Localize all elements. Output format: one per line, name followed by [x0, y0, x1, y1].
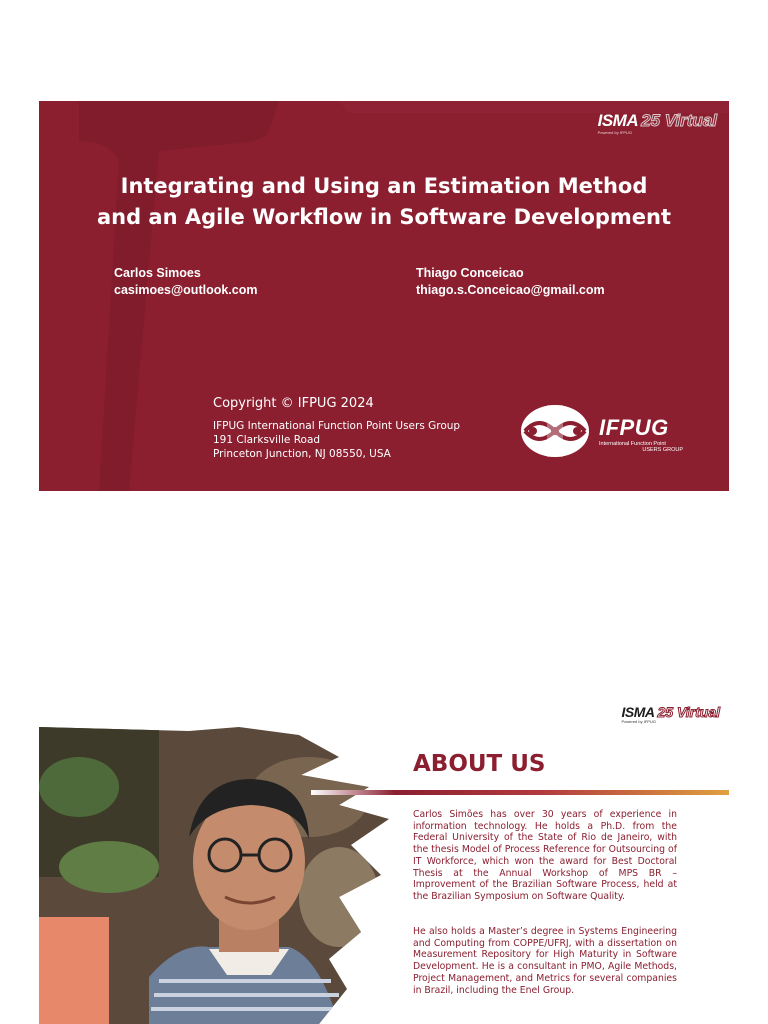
author-1: [114, 265, 257, 299]
speaker-photo: [39, 727, 399, 1024]
ifpug-sub-1: International Function Point: [599, 441, 666, 447]
ifpug-sub-2: USERS GROUP: [642, 447, 683, 453]
author-1-name: Carlos Simoes: [114, 266, 201, 280]
author-2-email: thiago.s.Conceicao@gmail.com: [416, 283, 605, 297]
title-line-2: and an Agile Workflow in Software Development: [96, 205, 672, 229]
address-line-2: 191 Clarksville Road: [213, 434, 321, 446]
title-line-1: Integrating and Using an Estimation Method: [120, 174, 648, 198]
bio-paragraph-2: He also holds a Master’s degree in Systems Engineering and Computing from COPPE/UFRJ, with a dissertation on Measurement Repository for High Maturity in Software Development. He is a consultant in PMO, Agile Methods, Project Management, and Metrics for several companies in Brazil, including the Enel Group.: [413, 926, 677, 996]
isma-logo-2: [621, 704, 720, 724]
author-1-email: casimoes@outlook.com: [114, 283, 258, 297]
heading-underline: [311, 790, 729, 795]
isma-edition: 25 Virtual: [641, 111, 717, 130]
ifpug-subtitle: [599, 441, 683, 453]
isma-edition-2: 25 Virtual: [657, 704, 720, 720]
isma-powered: Powered by IFPUG: [597, 130, 633, 135]
ifpug-name: IFPUG: [599, 415, 669, 440]
title-slide: [39, 101, 729, 491]
isma-logo: [598, 111, 717, 135]
ifpug-logo: [519, 401, 689, 461]
address-line-3: Princeton Junction, NJ 08550, USA: [213, 448, 391, 460]
address-line-1: IFPUG International Function Point Users Group: [213, 420, 461, 432]
about-heading: ABOUT US: [413, 751, 546, 777]
author-2-name: Thiago Conceicao: [416, 266, 524, 280]
isma-brand-2: ISMA: [621, 704, 655, 720]
about-slide: [39, 695, 729, 1024]
copyright-text: Copyright © IFPUG 2024: [213, 396, 374, 411]
bio-paragraph-1: Carlos Simões has over 30 years of experience in information technology. He holds a Ph.D. from the Federal University of the State of Rio de Janeiro, with the thesis Model of Process Reference for Outsourcing of IT Workforce, which won the award for Best Doctoral Thesis at the Annual Workshop of MPS BR – Improvement of the Brazilian Software Process, held at the Brazilian Symposium on Software Quality.: [413, 809, 677, 902]
isma-brand: ISMA: [597, 111, 639, 130]
copyright-block: [213, 396, 460, 461]
isma-powered-2: Powered by IFPUG: [621, 719, 656, 724]
presentation-title: [39, 171, 729, 233]
ifpug-emblem-icon: [519, 401, 591, 461]
author-2: [416, 265, 605, 299]
